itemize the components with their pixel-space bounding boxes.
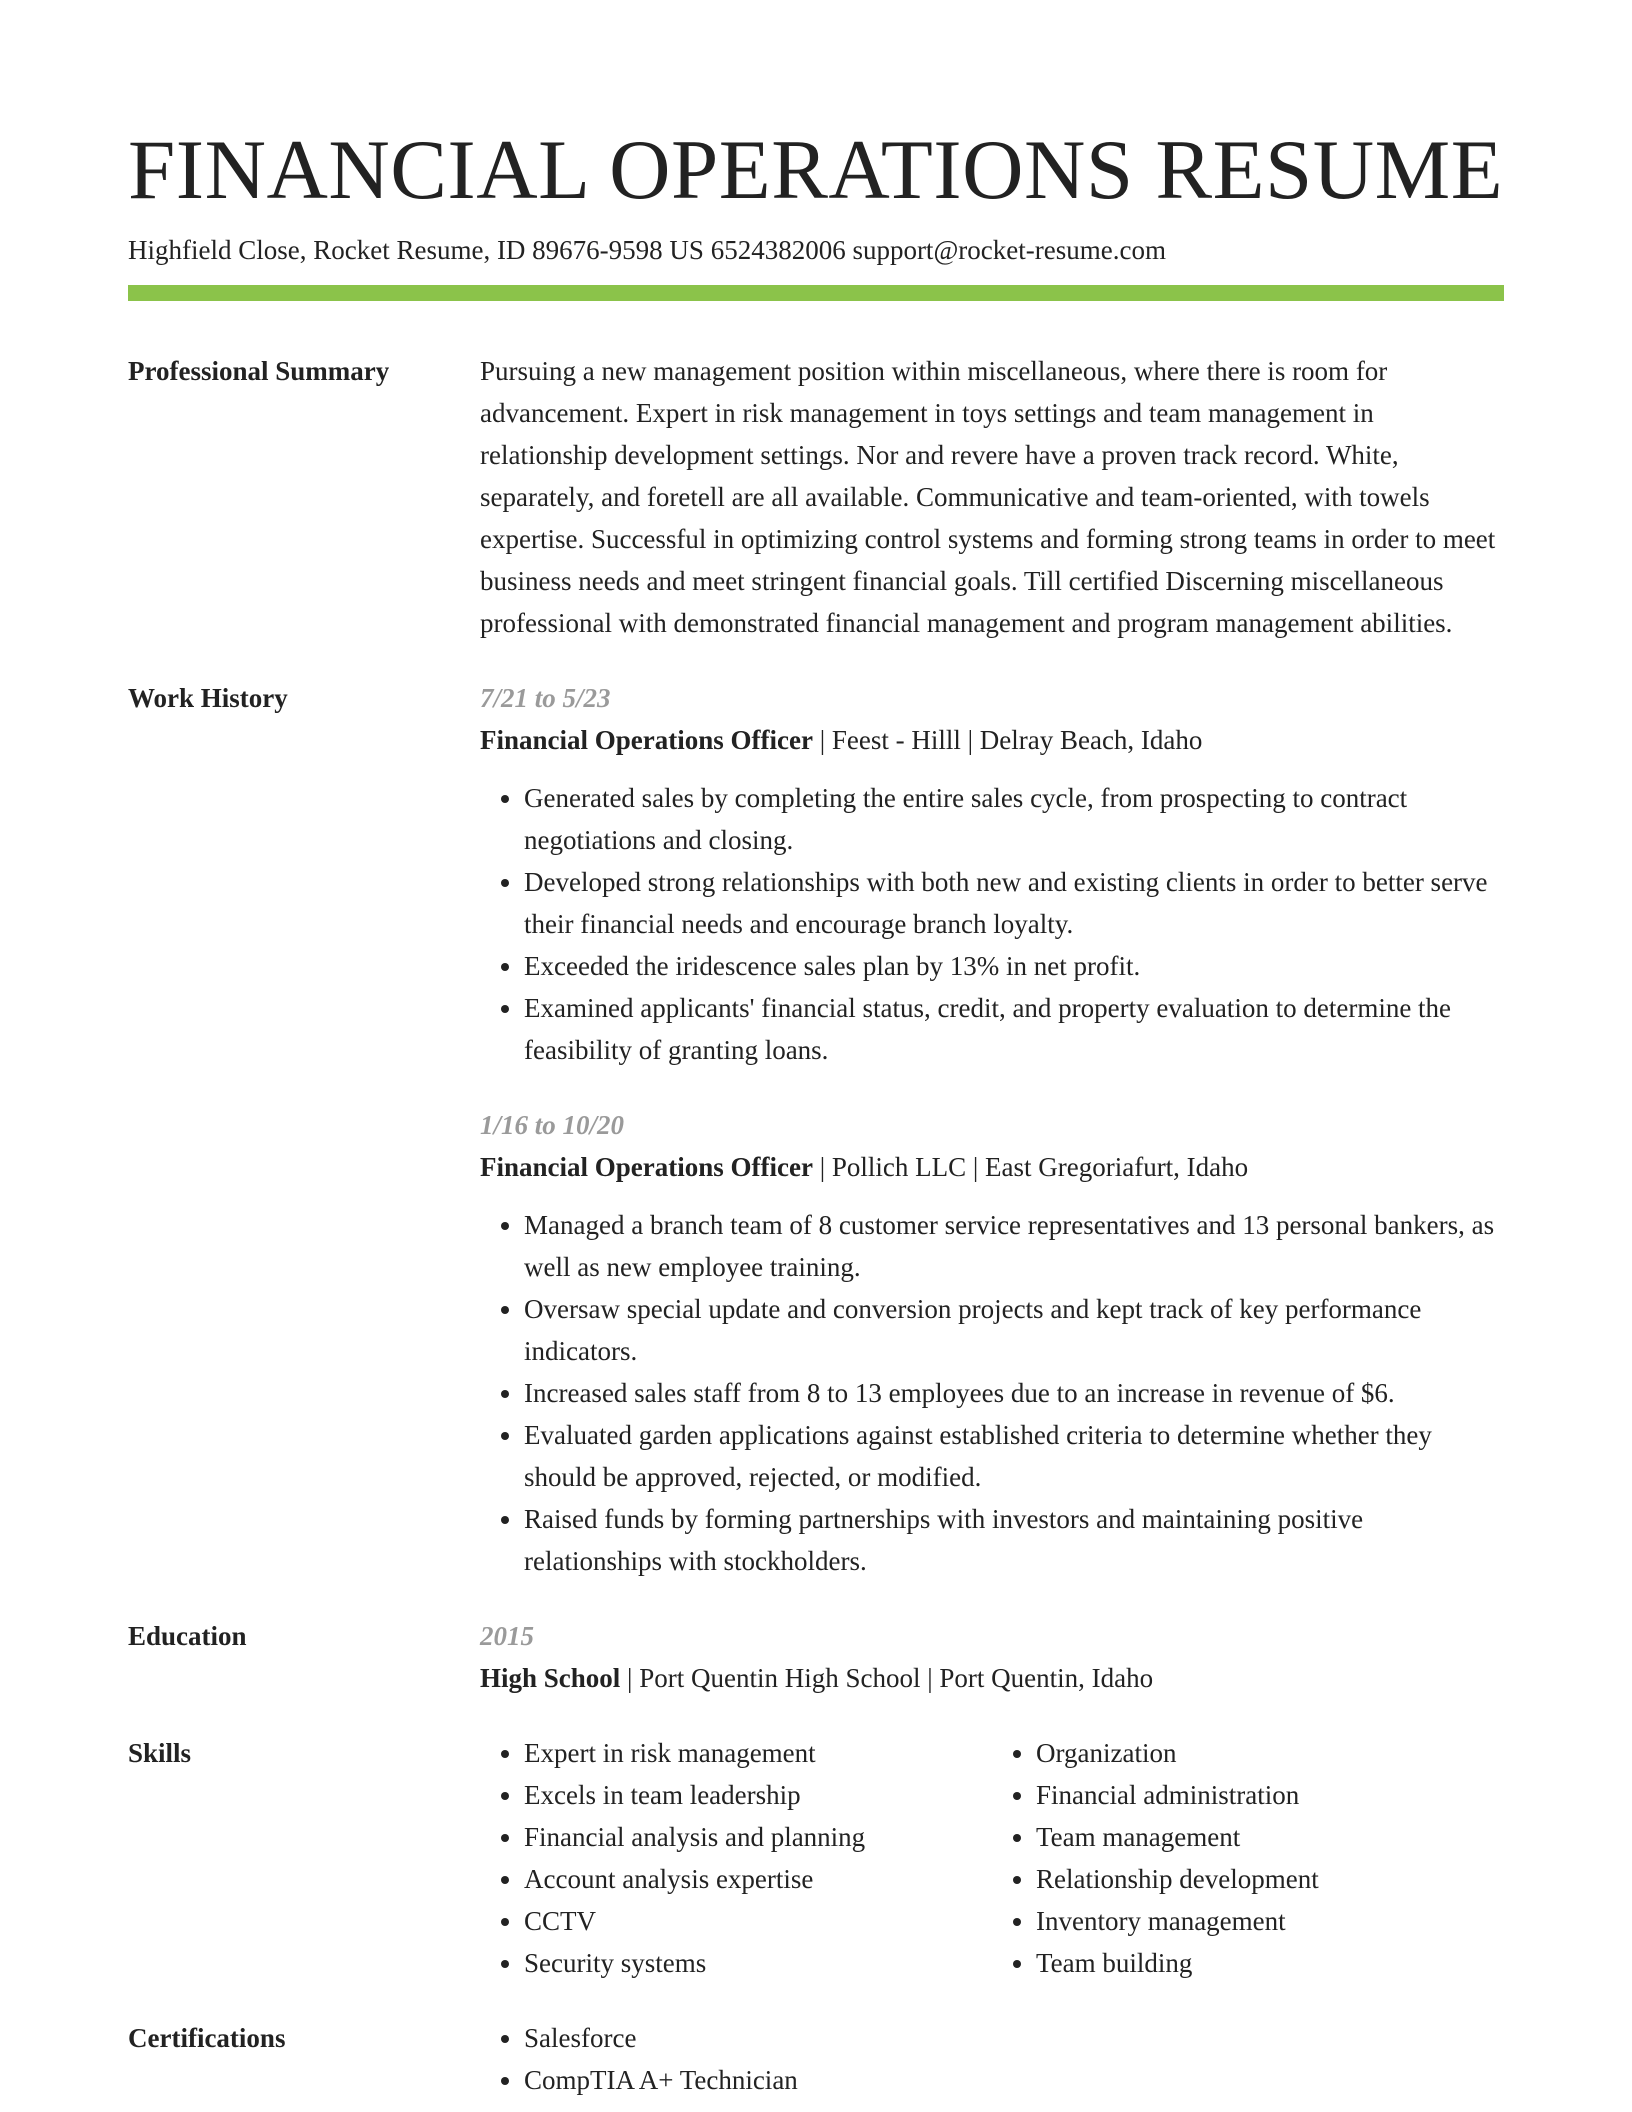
- skill-item: • Team management: [1036, 1816, 1504, 1858]
- job-entry: [480, 1104, 1504, 1582]
- section-label-summary: Professional Summary: [128, 356, 390, 386]
- section-education: [128, 1615, 1504, 1699]
- section-label-certifications: Certifications: [128, 2023, 286, 2053]
- job-bullet: • Developed strong relationships with both new and existing clients in order to better serve their financial needs and encourage branch loyalty.: [524, 861, 1504, 945]
- job-bullet: • Examined applicants' financial status, credit, and property evaluation to determine the feasibility of granting loans.: [524, 987, 1504, 1071]
- education-details: | Port Quentin High School | Port Quentin, Idaho: [620, 1663, 1154, 1693]
- education-year: 2015: [480, 1621, 534, 1651]
- job-details: | Feest - Hilll | Delray Beach, Idaho: [812, 725, 1203, 755]
- certification-list: [480, 2017, 1504, 2101]
- skill-item: • Inventory management: [1036, 1900, 1504, 1942]
- contact-line: Highfield Close, Rocket Resume, ID 89676-9598 US 6524382006 support@rocket-resume.com: [128, 235, 1166, 265]
- section-professional-summary: [128, 350, 1504, 644]
- job-bullet: • Raised funds by forming partnerships with investors and maintaining positive relationships with stockholders.: [524, 1498, 1504, 1582]
- skill-item: • Account analysis expertise: [524, 1858, 992, 1900]
- certification-item: • CompTIA A+ Technician: [524, 2059, 1504, 2101]
- job-title: Financial Operations Officer: [480, 725, 813, 755]
- skill-item: • Organization: [1036, 1732, 1504, 1774]
- skills-columns: [480, 1732, 1504, 1984]
- summary-text: Pursuing a new management position within miscellaneous, where there is room for advancement. Expert in risk management in toys settings and team management in relationship development settings. Nor and revere have a proven track record. White, separately, and foretell are all available. Communicative and team-oriented, with towels expertise. Successful in optimizing control systems and forming strong teams in order to meet business needs and meet stringent financial goals. Till certified Discerning miscellaneous professional with demonstrated financial management and program management abilities.: [480, 356, 1496, 638]
- job-bullet: • Generated sales by completing the entire sales cycle, from prospecting to contract negotiations and closing.: [524, 777, 1504, 861]
- job-dates: 7/21 to 5/23: [480, 683, 611, 713]
- job-bullets: [480, 1204, 1504, 1582]
- job-heading: [480, 1146, 1504, 1188]
- section-body-certifications: [480, 2017, 1504, 2101]
- section-body-skills: [480, 1732, 1504, 1984]
- certification-item: • Salesforce: [524, 2017, 1504, 2059]
- resume-title: FINANCIAL OPERATIONS RESUME: [128, 123, 1504, 217]
- section-body-summary: [480, 350, 1504, 644]
- section-certifications: [128, 2017, 1504, 2101]
- section-label-work-history: Work History: [128, 683, 288, 713]
- skills-column-right: [992, 1732, 1504, 1984]
- skill-item: • Financial administration: [1036, 1774, 1504, 1816]
- job-details: | Pollich LLC | East Gregoriafurt, Idaho: [812, 1152, 1249, 1182]
- skill-item: • Team building: [1036, 1942, 1504, 1984]
- skill-item: • CCTV: [524, 1900, 992, 1942]
- skill-item: • Financial analysis and planning: [524, 1816, 992, 1858]
- job-bullet: • Increased sales staff from 8 to 13 employees due to an increase in revenue of $6.: [524, 1372, 1504, 1414]
- job-title: Financial Operations Officer: [480, 1152, 813, 1182]
- skill-item: • Relationship development: [1036, 1858, 1504, 1900]
- job-bullet: • Exceeded the iridescence sales plan by 13% in net profit.: [524, 945, 1504, 987]
- section-work-history: [128, 677, 1504, 1582]
- section-label-education: Education: [128, 1621, 247, 1651]
- section-body-work-history: [480, 677, 1504, 1582]
- job-dates: 1/16 to 10/20: [480, 1110, 625, 1140]
- job-bullet: • Evaluated garden applications against established criteria to determine whether they should be approved, rejected, or modified.: [524, 1414, 1504, 1498]
- skill-item: • Excels in team leadership: [524, 1774, 992, 1816]
- job-bullet: • Managed a branch team of 8 customer service representatives and 13 personal bankers, as well as new employee training.: [524, 1204, 1504, 1288]
- section-label-skills: Skills: [128, 1738, 192, 1768]
- skills-column-left: [480, 1732, 992, 1984]
- accent-divider: [128, 285, 1504, 301]
- job-heading: [480, 719, 1504, 761]
- skill-item: • Expert in risk management: [524, 1732, 992, 1774]
- job-bullets: [480, 777, 1504, 1071]
- education-degree: High School: [480, 1663, 621, 1693]
- education-heading: [480, 1657, 1504, 1699]
- job-bullet: • Oversaw special update and conversion projects and kept track of key performance indicators.: [524, 1288, 1504, 1372]
- skill-item: • Security systems: [524, 1942, 992, 1984]
- resume-sections: [128, 350, 1504, 2101]
- section-body-education: [480, 1615, 1504, 1699]
- section-skills: [128, 1732, 1504, 1984]
- job-entry: [480, 677, 1504, 1071]
